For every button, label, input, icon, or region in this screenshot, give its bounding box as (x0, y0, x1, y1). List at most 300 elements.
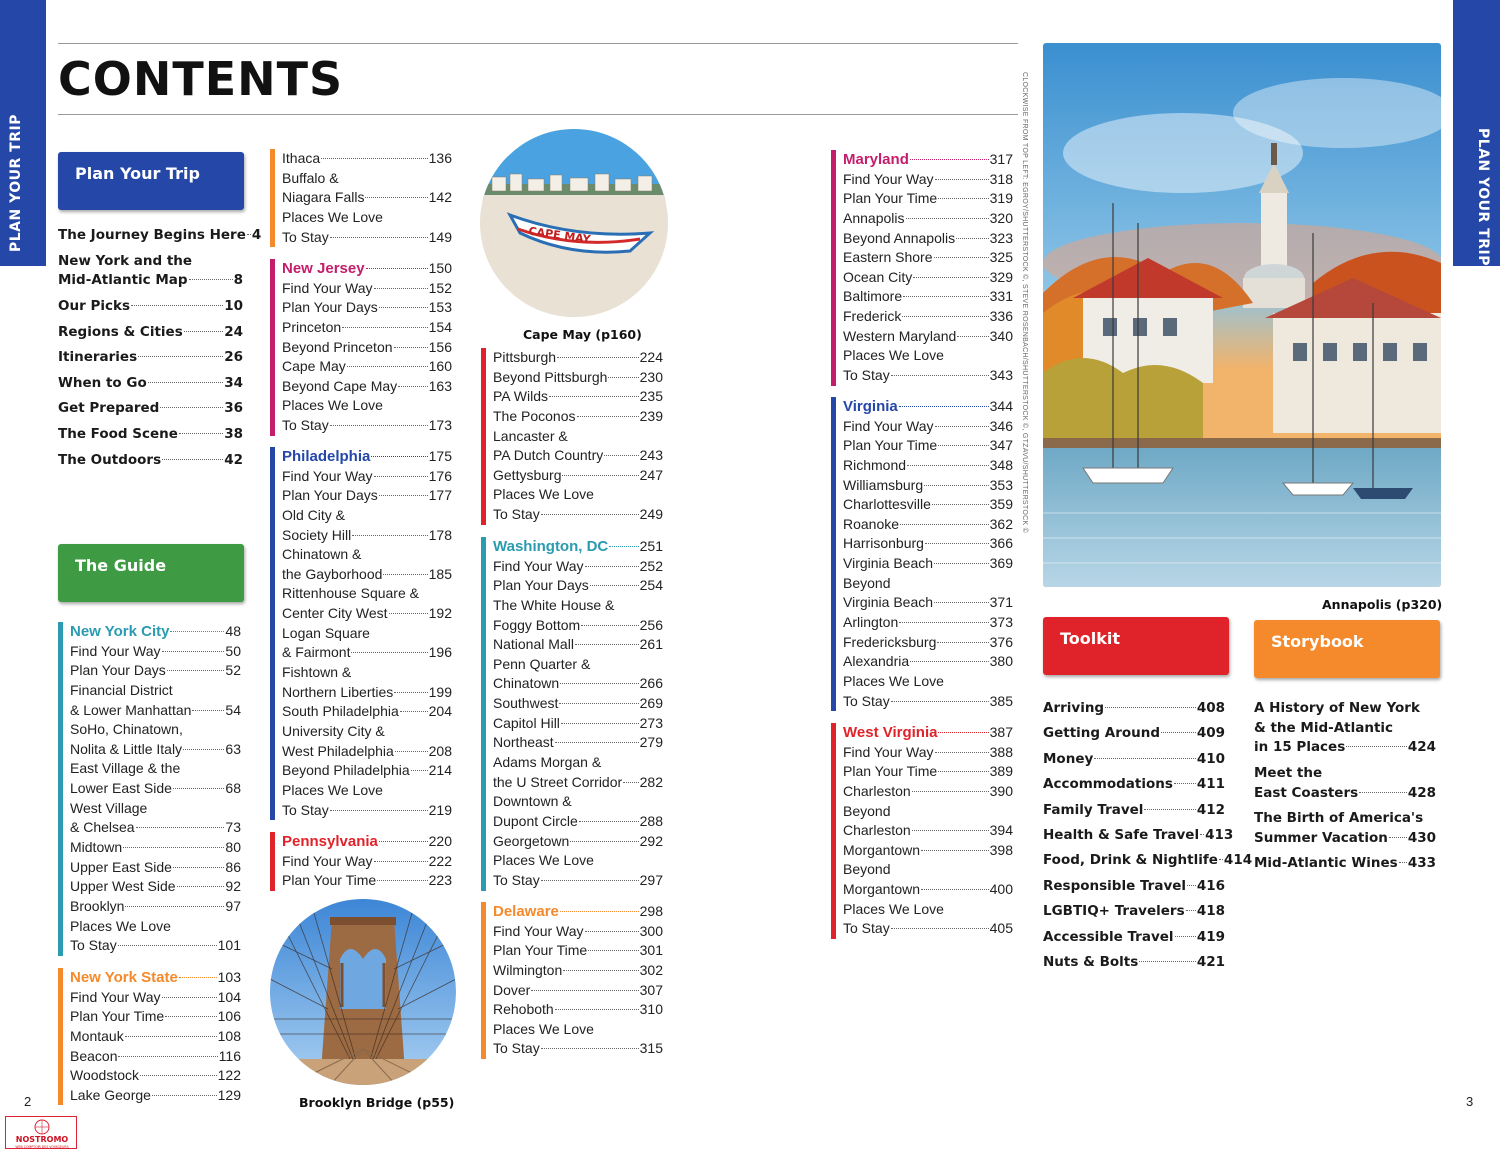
toc-entry[interactable] (843, 633, 1013, 653)
dot-leader (400, 711, 428, 712)
page-number: 34 (224, 374, 243, 391)
entry-title: To Stay (493, 871, 540, 888)
entry-title: South Philadelphia (282, 703, 399, 720)
toc-entry[interactable] (282, 801, 452, 821)
toc-entry[interactable] (70, 661, 241, 681)
toc-entry[interactable] (282, 871, 452, 891)
page-number: 86 (225, 858, 241, 875)
page-number: 411 (1196, 776, 1225, 793)
toc-entry[interactable] (843, 534, 1013, 554)
toc-entry[interactable] (70, 936, 241, 956)
dot-leader (379, 307, 428, 308)
toc-entry[interactable] (493, 557, 663, 577)
toc-entry[interactable] (1043, 899, 1225, 924)
toc-entry[interactable] (493, 851, 663, 871)
page-number: 269 (639, 695, 663, 712)
entry-title: Find Your Way (282, 279, 373, 296)
entry-title: Ocean City (843, 268, 913, 285)
dot-leader (162, 651, 225, 652)
toc-entry[interactable] (493, 674, 663, 694)
toc-entry[interactable] (843, 593, 1013, 613)
page-number: 318 (989, 170, 1013, 187)
entry-title: Accommodations (1043, 776, 1173, 793)
dot-leader (374, 476, 428, 477)
dot-leader (935, 179, 989, 180)
page-number: 373 (989, 614, 1013, 631)
toc-entry[interactable] (58, 451, 243, 471)
page-number: 292 (639, 832, 663, 849)
toc-entry[interactable] (282, 683, 452, 703)
entry-title: The White House & (493, 596, 615, 613)
toc-entry[interactable] (282, 279, 452, 299)
page-number: 408 (1196, 700, 1225, 716)
page-number: 252 (639, 557, 663, 574)
toc-entry[interactable] (70, 642, 241, 662)
dot-leader (1174, 783, 1196, 784)
toc-entry[interactable] (1254, 784, 1436, 804)
dot-leader (935, 426, 989, 427)
section-washington-dc (481, 537, 663, 891)
page-number: 413 (1205, 826, 1234, 843)
page-number: 343 (989, 367, 1013, 384)
toc-entry[interactable] (493, 941, 663, 961)
toc-entry[interactable] (1254, 738, 1436, 758)
dot-leader (957, 336, 988, 337)
toc-entry[interactable] (493, 446, 663, 466)
page-number: 288 (639, 812, 663, 829)
plan-your-trip-list (58, 226, 262, 470)
toc-entry[interactable] (843, 672, 1013, 692)
toc-entry[interactable] (70, 877, 241, 897)
page-number: 116 (218, 1047, 241, 1064)
plan-your-trip-header: Plan Your Trip (58, 152, 244, 210)
toc-entry[interactable] (1254, 809, 1436, 829)
toc-entry[interactable] (493, 1039, 663, 1059)
entry-title: & Lower Manhattan (70, 701, 192, 718)
section-heading[interactable] (843, 397, 1013, 417)
toc-entry[interactable] (282, 624, 452, 644)
page-number: 297 (639, 871, 663, 888)
toc-entry[interactable] (58, 297, 243, 317)
toc-entry[interactable] (282, 338, 452, 358)
toc-entry[interactable] (58, 425, 243, 445)
toc-entry[interactable] (282, 702, 452, 722)
page-number: 50 (225, 642, 241, 659)
dot-leader (541, 514, 639, 515)
toc-entry[interactable] (1043, 696, 1225, 721)
toc-entry[interactable] (493, 348, 663, 368)
toc-entry[interactable] (70, 799, 241, 819)
entry-title: Morgantown (843, 841, 921, 858)
toc-entry[interactable] (1043, 874, 1225, 899)
entry-title: Places We Love (843, 347, 944, 364)
toc-entry[interactable] (843, 366, 1013, 386)
page-number: 376 (989, 633, 1013, 650)
entry-title: Pennsylvania (282, 833, 378, 850)
toc-entry[interactable] (493, 832, 663, 852)
section-pennsylvania (270, 832, 452, 891)
entry-title: To Stay (70, 937, 117, 954)
top-rule (58, 43, 1018, 44)
section-heading[interactable] (282, 832, 452, 852)
storybook-list (1254, 699, 1436, 874)
toc-entry[interactable] (282, 526, 452, 546)
page-number: 154 (428, 318, 452, 335)
page-number: 317 (989, 151, 1013, 167)
toc-entry[interactable] (282, 852, 452, 872)
toc-entry[interactable] (282, 416, 452, 436)
toc-entry[interactable] (58, 399, 243, 419)
dot-leader (152, 1095, 217, 1096)
page-number: 366 (989, 535, 1013, 552)
toc-entry[interactable] (843, 554, 1013, 574)
toc-entry[interactable] (282, 565, 452, 585)
toc-entry[interactable] (843, 327, 1013, 347)
toc-entry[interactable] (493, 961, 663, 981)
entry-title: New York State (70, 969, 178, 986)
toc-entry[interactable] (493, 407, 663, 427)
toc-entry[interactable] (282, 761, 452, 781)
entry-title: Charleston (843, 782, 911, 799)
toc-entry[interactable] (70, 681, 241, 701)
page-number: 433 (1407, 855, 1436, 872)
dot-leader (560, 683, 638, 684)
dot-leader (140, 1075, 217, 1076)
toc-entry[interactable] (843, 209, 1013, 229)
entry-title: Logan Square (282, 624, 370, 641)
dot-leader (148, 382, 223, 383)
entry-title: Northeast (493, 734, 554, 751)
toc-entry[interactable] (493, 733, 663, 753)
toc-entry[interactable] (493, 714, 663, 734)
entry-title: East Coasters (1254, 784, 1359, 801)
toc-entry[interactable] (1043, 925, 1225, 950)
toc-entry[interactable] (1043, 798, 1225, 823)
dot-leader (136, 827, 225, 828)
dot-leader (189, 279, 233, 280)
dot-leader (541, 880, 639, 881)
toc-entry[interactable] (493, 576, 663, 596)
toc-entry[interactable] (493, 635, 663, 655)
page-number: 80 (225, 839, 241, 856)
entry-title: Beyond (843, 861, 891, 878)
toc-entry[interactable] (70, 988, 241, 1008)
toc-entry[interactable] (282, 781, 452, 801)
toc-entry[interactable] (70, 701, 241, 721)
entry-title: Upper East Side (70, 858, 172, 875)
entry-title: Get Prepared (58, 400, 160, 417)
toc-entry[interactable] (843, 880, 1013, 900)
entry-title: Alexandria (843, 653, 910, 670)
entry-title: Chinatown & (282, 546, 362, 563)
dot-leader (924, 485, 989, 486)
toc-entry[interactable] (282, 663, 452, 683)
toc-entry[interactable] (493, 1020, 663, 1040)
toc-entry[interactable] (282, 149, 452, 169)
toc-entry[interactable] (70, 897, 241, 917)
toc-entry[interactable] (1254, 829, 1436, 849)
page-number: 389 (989, 763, 1013, 780)
toc-entry[interactable] (282, 377, 452, 397)
section-heading[interactable] (843, 723, 1013, 743)
toc-entry[interactable] (493, 871, 663, 891)
toc-entry[interactable] (282, 298, 452, 318)
toc-entry[interactable] (70, 818, 241, 838)
toc-entry[interactable] (493, 792, 663, 812)
page-number: 251 (639, 538, 663, 554)
entry-title: Williamsburg (843, 476, 924, 493)
toc-entry[interactable] (1043, 747, 1225, 772)
toc-entry[interactable] (493, 922, 663, 942)
toc-entry[interactable] (58, 323, 243, 343)
toc-entry[interactable] (843, 515, 1013, 535)
entry-title: A History of New York (1254, 700, 1420, 716)
toc-entry[interactable] (843, 456, 1013, 476)
toolkit-list (1043, 696, 1253, 975)
toc-entry[interactable] (843, 248, 1013, 268)
toc-entry[interactable] (70, 917, 241, 937)
page-number: 63 (225, 740, 241, 757)
toc-entry[interactable] (843, 900, 1013, 920)
toc-entry[interactable] (843, 307, 1013, 327)
page-number: 230 (639, 368, 663, 385)
entry-title: Find Your Way (70, 988, 161, 1005)
entry-title: Financial District (70, 681, 173, 698)
entry-title: To Stay (282, 417, 329, 434)
toc-entry[interactable] (843, 170, 1013, 190)
toc-entry[interactable] (1043, 721, 1225, 746)
toc-entry[interactable] (843, 436, 1013, 456)
entry-title: Places We Love (282, 781, 383, 798)
toc-entry[interactable] (843, 268, 1013, 288)
entry-title: Dupont Circle (493, 812, 578, 829)
page-number-left: 2 (24, 1094, 32, 1109)
toc-entry[interactable] (843, 841, 1013, 861)
toc-entry[interactable] (493, 694, 663, 714)
entry-title: The Poconos (493, 407, 576, 424)
photo-credit: CLOCKWISE FROM TOP LEFT: EGROY/SHUTTERSTOCK ©, STEVE ROSENBACH/SHUTTERSTOCK ©, GTZAVU/SHUTTERSTOCK © (1021, 72, 1028, 534)
dot-leader (184, 331, 223, 332)
toc-entry[interactable] (843, 919, 1013, 939)
section-heading[interactable] (282, 447, 452, 467)
entry-title: Woodstock (70, 1067, 139, 1084)
toc-entry[interactable] (282, 584, 452, 604)
toc-entry[interactable] (282, 318, 452, 338)
dot-leader (921, 889, 989, 890)
toc-entry[interactable] (843, 652, 1013, 672)
toc-entry[interactable] (493, 387, 663, 407)
dot-leader (138, 356, 223, 357)
page-number: 185 (428, 565, 452, 582)
toc-entry[interactable] (843, 189, 1013, 209)
toc-entry[interactable] (70, 740, 241, 760)
toc-entry[interactable] (843, 229, 1013, 249)
page-number: 346 (989, 417, 1013, 434)
toc-entry[interactable] (1254, 854, 1436, 874)
toc-entry[interactable] (282, 467, 452, 487)
toc-entry[interactable] (282, 545, 452, 565)
entry-title: Western Maryland (843, 327, 957, 344)
section-heading[interactable] (70, 968, 241, 988)
dot-leader (1389, 837, 1407, 838)
toc-entry[interactable] (843, 782, 1013, 802)
toc-entry[interactable] (843, 495, 1013, 515)
toc-entry[interactable] (1254, 699, 1436, 719)
toc-entry[interactable] (493, 753, 663, 773)
page-number: 92 (225, 878, 241, 895)
toc-entry[interactable] (70, 858, 241, 878)
toc-entry[interactable] (843, 762, 1013, 782)
dot-leader (938, 445, 988, 446)
toc-entry[interactable] (282, 208, 452, 228)
dot-leader (123, 847, 224, 848)
dot-leader (1139, 961, 1196, 962)
toc-entry[interactable] (58, 271, 243, 291)
toc-entry[interactable] (493, 1000, 663, 1020)
toc-entry[interactable] (493, 596, 663, 616)
entry-title: in 15 Places (1254, 739, 1346, 756)
dot-leader (411, 770, 428, 771)
toc-entry[interactable] (843, 802, 1013, 822)
toc-entry[interactable] (282, 506, 452, 526)
toc-entry[interactable] (282, 604, 452, 624)
toc-entry[interactable] (282, 228, 452, 248)
toc-entry[interactable] (1254, 719, 1436, 739)
toc-entry[interactable] (1043, 823, 1234, 848)
entry-title: Philadelphia (282, 448, 371, 465)
toc-entry[interactable] (493, 773, 663, 793)
toc-entry[interactable] (282, 188, 452, 208)
dot-leader (902, 316, 988, 317)
toc-entry[interactable] (493, 466, 663, 486)
section-delaware (481, 902, 663, 1059)
toc-entry[interactable] (493, 812, 663, 832)
toc-entry[interactable] (493, 981, 663, 1001)
section-heading[interactable] (70, 622, 241, 642)
dot-leader (1161, 732, 1196, 733)
toc-entry[interactable] (843, 574, 1013, 594)
toc-entry[interactable] (493, 485, 663, 505)
dot-leader (891, 701, 989, 702)
toc-entry[interactable] (58, 348, 243, 368)
toc-entry[interactable] (58, 374, 243, 394)
toc-entry[interactable] (843, 821, 1013, 841)
entry-title: Lake George (70, 1086, 151, 1103)
toc-entry[interactable] (70, 1086, 241, 1106)
toc-entry[interactable] (843, 417, 1013, 437)
toc-entry[interactable] (282, 396, 452, 416)
toc-entry[interactable] (1043, 950, 1225, 975)
toc-entry[interactable] (70, 720, 241, 740)
dot-leader (891, 928, 989, 929)
toc-entry[interactable] (493, 427, 663, 447)
toc-entry[interactable] (843, 346, 1013, 366)
toc-entry[interactable] (1043, 848, 1253, 873)
dot-leader (932, 504, 989, 505)
dot-leader (562, 475, 638, 476)
entry-title: Georgetown (493, 832, 570, 849)
toc-entry[interactable] (493, 655, 663, 675)
toc-entry[interactable] (70, 779, 241, 799)
dot-leader (170, 631, 224, 632)
toc-entry[interactable] (843, 743, 1013, 763)
toc-entry[interactable] (493, 505, 663, 525)
section-heading[interactable] (282, 259, 452, 279)
page-number: 36 (224, 400, 243, 417)
toc-entry[interactable] (493, 616, 663, 636)
page-number: 150 (428, 260, 452, 276)
section-heading[interactable] (493, 902, 663, 922)
page-number: 348 (989, 456, 1013, 473)
entry-title: Beyond Philadelphia (282, 762, 410, 779)
toc-entry[interactable] (843, 860, 1013, 880)
toc-entry[interactable] (70, 1066, 241, 1086)
toc-entry[interactable] (70, 759, 241, 779)
page-number: 223 (428, 872, 452, 889)
page-number: 310 (639, 1001, 663, 1018)
page-number: 4 (251, 227, 262, 243)
toc-entry[interactable] (843, 287, 1013, 307)
entry-title: Southwest (493, 695, 559, 712)
entry-title: Places We Love (282, 397, 383, 414)
toc-entry[interactable] (493, 368, 663, 388)
toc-entry[interactable] (58, 252, 243, 272)
dot-leader (179, 433, 223, 434)
dot-leader (588, 950, 638, 951)
dot-leader (541, 1048, 639, 1049)
toc-entry[interactable] (70, 838, 241, 858)
toc-entry[interactable] (282, 357, 452, 377)
toc-entry[interactable] (282, 722, 452, 742)
toc-entry[interactable] (843, 613, 1013, 633)
toc-entry[interactable] (282, 643, 452, 663)
entry-title: Buffalo & (282, 169, 339, 186)
toc-entry[interactable] (843, 692, 1013, 712)
toc-entry[interactable] (843, 476, 1013, 496)
section-heading[interactable] (493, 537, 663, 557)
page-number: 204 (428, 703, 452, 720)
toc-entry[interactable] (1043, 772, 1225, 797)
entry-title: Pittsburgh (493, 349, 557, 365)
entry-title: Capitol Hill (493, 714, 560, 731)
entry-title: Places We Love (282, 208, 383, 225)
toc-entry[interactable] (70, 1007, 241, 1027)
entry-title: PA Dutch Country (493, 447, 604, 464)
toc-entry[interactable] (58, 226, 262, 246)
toc-entry[interactable] (282, 169, 452, 189)
page-number: 387 (989, 724, 1013, 740)
entry-title: Virginia Beach (843, 594, 934, 611)
page-number: 325 (989, 249, 1013, 266)
entry-title: Penn Quarter & (493, 655, 591, 672)
dot-leader (938, 732, 988, 733)
entry-title: Niagara Falls (282, 189, 365, 206)
entry-title: Harrisonburg (843, 535, 924, 552)
toc-entry[interactable] (70, 1047, 241, 1067)
toc-entry[interactable] (282, 486, 452, 506)
toc-entry[interactable] (282, 742, 452, 762)
entry-title: Downtown & (493, 793, 572, 810)
entry-title: Mid-Atlantic Map (58, 272, 188, 289)
entry-title: Maryland (843, 151, 909, 168)
entry-title: Beyond Cape May (282, 377, 398, 394)
toc-entry[interactable] (70, 1027, 241, 1047)
entry-title: Virginia (843, 398, 898, 415)
dot-leader (398, 386, 427, 387)
section-heading[interactable] (843, 150, 1013, 170)
page-number: 153 (428, 299, 452, 316)
toc-entry[interactable] (1254, 764, 1436, 784)
